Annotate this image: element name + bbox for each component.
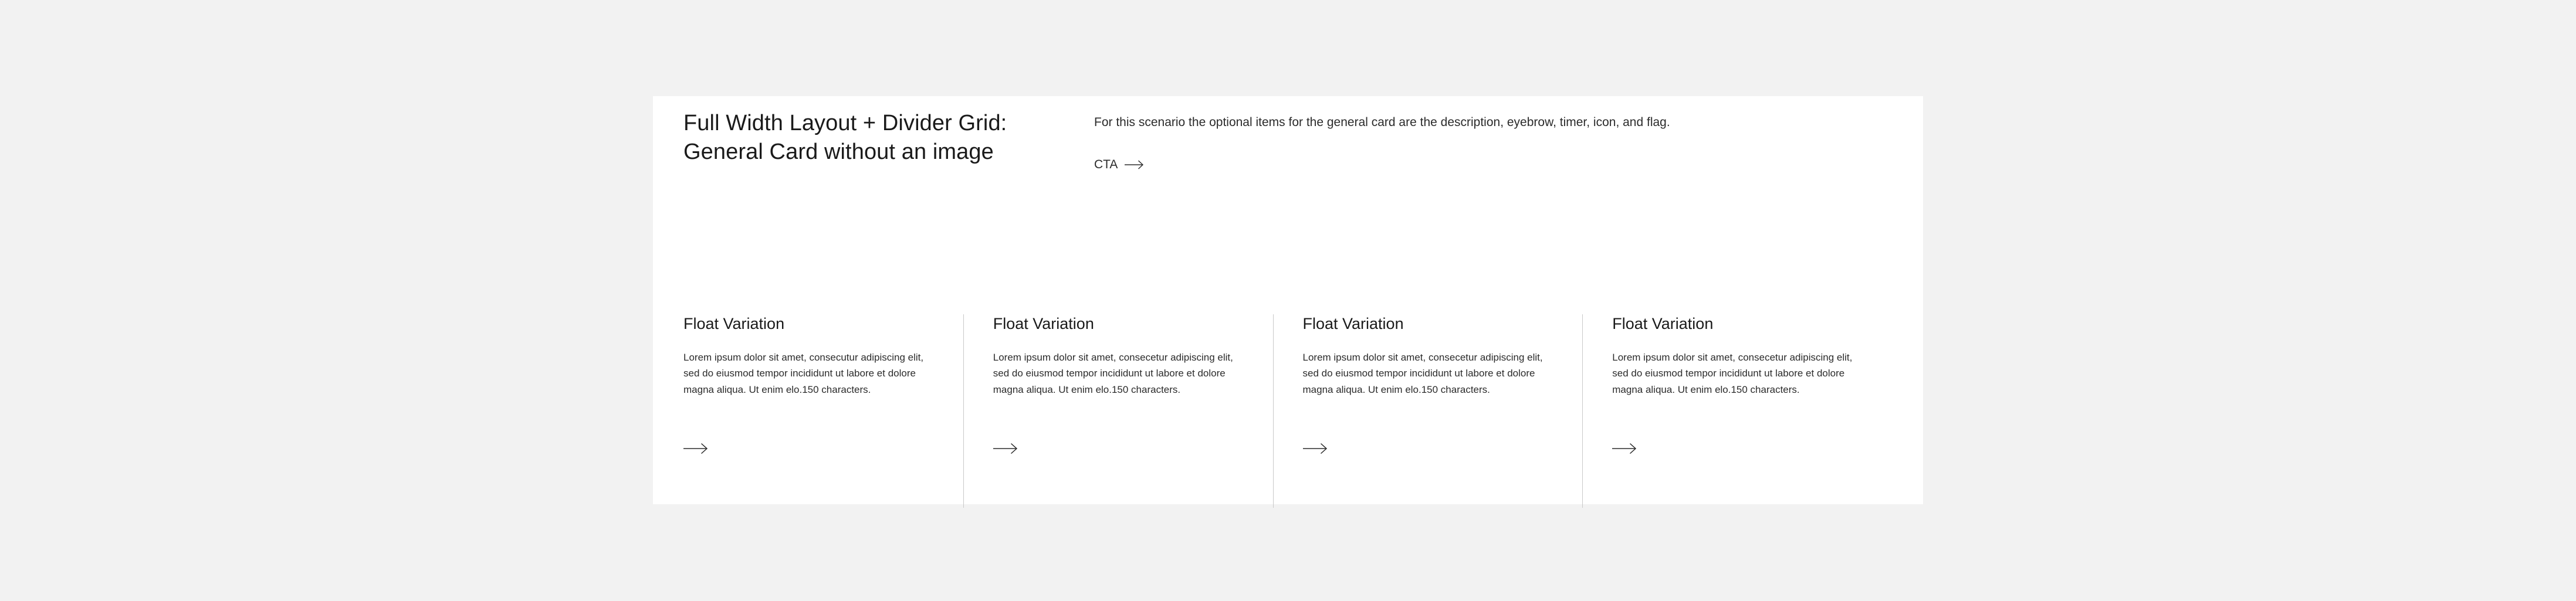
card-body: Lorem ipsum dolor sit amet, consecetur adipiscing elit, sed do eiusmod tempor incididunt ut labore et dolore magna aliqua. Ut enim elo.150 characters.: [1302, 351, 1543, 395]
header-description: For this scenario the optional items for the general card are the description, eyebrow, timer, icon, and flag.: [1094, 116, 1670, 129]
card-title: Float Variation: [993, 315, 1094, 332]
card-title: Float Variation: [1612, 315, 1714, 332]
card-title: Float Variation: [683, 315, 785, 332]
module-header: [683, 109, 1892, 171]
page-title: Full Width Layout + Divider Grid: General Card without an image: [683, 111, 1007, 164]
content-module: [653, 96, 1923, 504]
card-body: Lorem ipsum dolor sit amet, consecetur adipiscing elit, sed do eiusmod tempor incididunt ut labore et dolore magna aliqua. Ut enim elo.150 characters.: [993, 351, 1233, 395]
cta-link[interactable]: [1094, 158, 1145, 171]
card-item[interactable]: [683, 314, 963, 508]
card-item[interactable]: [1273, 314, 1583, 508]
header-description-column: [1094, 109, 1892, 171]
card-title: Float Variation: [1302, 315, 1404, 332]
card-item[interactable]: [1582, 314, 1892, 508]
header-title-column: [683, 109, 1094, 166]
arrow-right-icon[interactable]: [993, 442, 1019, 455]
card-item[interactable]: [963, 314, 1273, 508]
card-body: Lorem ipsum dolor sit amet, consecutur adipiscing elit, sed do eiusmod tempor incididunt ut labore et dolore magna aliqua. Ut enim elo.150 characters.: [683, 351, 924, 395]
module-inner: [683, 96, 1893, 504]
arrow-right-icon[interactable]: [683, 442, 709, 455]
arrow-right-icon: [1125, 159, 1145, 170]
arrow-right-icon[interactable]: [1303, 442, 1329, 455]
card-body: Lorem ipsum dolor sit amet, consecetur adipiscing elit, sed do eiusmod tempor incididunt ut labore et dolore magna aliqua. Ut enim elo.150 characters.: [1612, 351, 1853, 395]
arrow-right-icon[interactable]: [1612, 442, 1638, 455]
divider-grid: [683, 314, 1892, 508]
cta-label: CTA: [1094, 158, 1118, 172]
